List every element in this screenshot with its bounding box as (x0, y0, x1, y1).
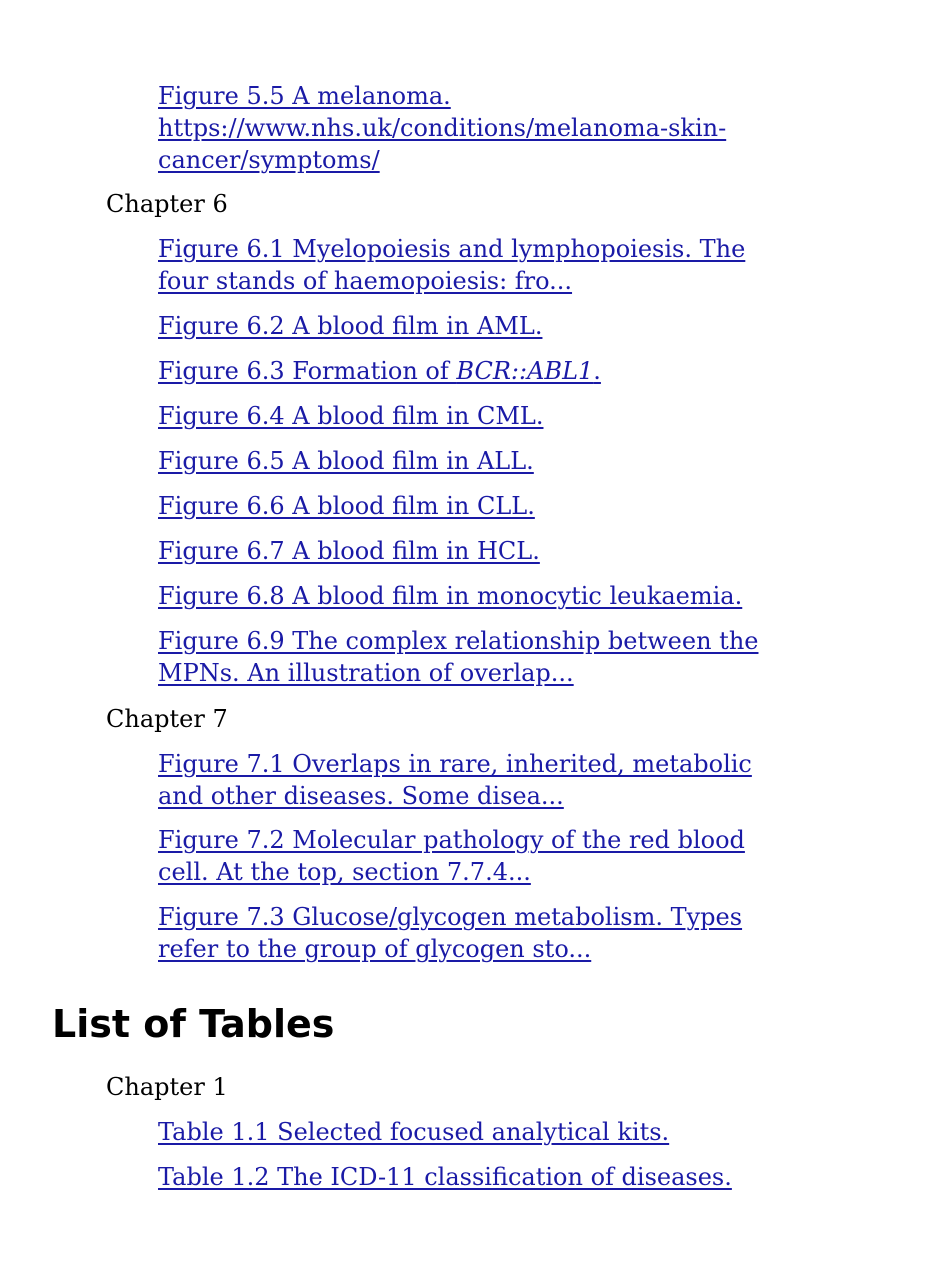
figure-6-3-link[interactable] (158, 355, 858, 387)
figure-6-6-link[interactable]: Figure 6.6 A blood film in CLL. (158, 492, 535, 520)
toc-entry-figure-6-6 (158, 490, 858, 522)
figure-6-3-prefix: Figure 6.3 Formation of (158, 357, 457, 385)
toc-entry-figure-6-3 (158, 355, 858, 387)
list-of-tables-heading: List of Tables (52, 1002, 335, 1046)
toc-entry-table-1-2 (158, 1161, 858, 1193)
figure-6-1-link[interactable]: Figure 6.1 Myelopoiesis and lymphopoiesis. The four stands of haemopoiesis: fro... (158, 235, 746, 295)
table-1-2-link[interactable]: Table 1.2 The ICD-11 classification of diseases. (158, 1163, 732, 1191)
figure-6-3-suffix: . (593, 357, 601, 385)
figure-7-2-link[interactable]: Figure 7.2 Molecular pathology of the red blood cell. At the top, section 7.7.4... (158, 826, 745, 886)
toc-entry-figure-7-1 (158, 748, 858, 812)
figure-6-2-link[interactable]: Figure 6.2 A blood film in AML. (158, 312, 543, 340)
tables-chapter-1-label: Chapter 1 (106, 1073, 228, 1101)
toc-entry-figure-6-9 (158, 625, 858, 689)
toc-entry-figure-6-7 (158, 535, 858, 567)
figure-6-4-link[interactable]: Figure 6.4 A blood film in CML. (158, 402, 544, 430)
toc-entry-table-1-1 (158, 1116, 858, 1148)
table-1-1-link[interactable]: Table 1.1 Selected focused analytical kits. (158, 1118, 670, 1146)
figure-5-5-link[interactable]: Figure 5.5 A melanoma. https://www.nhs.uk/conditions/melanoma-skin- cancer/symptoms/ (158, 82, 727, 174)
figure-6-5-link[interactable]: Figure 6.5 A blood film in ALL. (158, 447, 534, 475)
toc-entry-figure-7-3 (158, 901, 858, 965)
chapter-6-label: Chapter 6 (106, 190, 228, 218)
figure-7-3-link[interactable]: Figure 7.3 Glucose/glycogen metabolism. Types refer to the group of glycogen sto... (158, 903, 743, 963)
figure-6-8-link[interactable]: Figure 6.8 A blood film in monocytic leukaemia. (158, 582, 743, 610)
toc-entry-figure-6-5 (158, 445, 858, 477)
toc-entry-figure-6-1 (158, 233, 858, 297)
toc-entry-figure-6-8 (158, 580, 858, 612)
figure-6-3-gene-name: BCR::ABL1 (456, 357, 594, 385)
toc-entry-figure-5-5 (158, 80, 858, 176)
figure-6-7-link[interactable]: Figure 6.7 A blood film in HCL. (158, 537, 540, 565)
figure-6-9-link[interactable]: Figure 6.9 The complex relationship between the MPNs. An illustration of overlap... (158, 627, 759, 687)
toc-entry-figure-6-2 (158, 310, 858, 342)
toc-entry-figure-6-4 (158, 400, 858, 432)
toc-entry-figure-7-2 (158, 824, 858, 888)
figure-7-1-link[interactable]: Figure 7.1 Overlaps in rare, inherited, metabolic and other diseases. Some disea... (158, 750, 752, 810)
chapter-7-label: Chapter 7 (106, 705, 228, 733)
